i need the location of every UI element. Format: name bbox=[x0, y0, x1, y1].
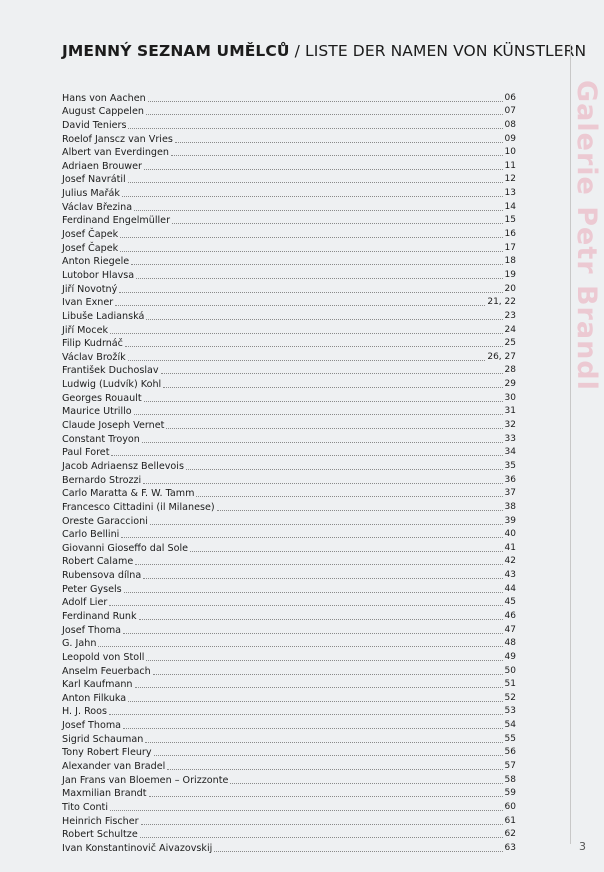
artist-name: Karl Kaufmann bbox=[62, 679, 133, 691]
list-item bbox=[62, 690, 516, 704]
dot-leader bbox=[110, 333, 503, 334]
page-ref: 62 bbox=[504, 829, 516, 840]
list-item bbox=[62, 445, 516, 459]
list-item bbox=[62, 499, 516, 513]
page-ref: 29 bbox=[504, 379, 516, 390]
list-item bbox=[62, 799, 516, 813]
dot-leader bbox=[217, 510, 503, 511]
dot-leader bbox=[111, 455, 502, 456]
list-item bbox=[62, 745, 516, 759]
dot-leader bbox=[161, 373, 503, 374]
list-item bbox=[62, 527, 516, 541]
page-ref: 14 bbox=[504, 201, 516, 212]
list-item bbox=[62, 240, 516, 254]
dot-leader bbox=[149, 796, 503, 797]
page-ref: 31 bbox=[504, 406, 516, 417]
artist-name: Rubensova dílna bbox=[62, 570, 142, 582]
artist-name: Paul Foret bbox=[62, 447, 110, 459]
dot-leader bbox=[128, 360, 486, 361]
artist-name: Claude Joseph Vernet bbox=[62, 420, 165, 432]
dot-leader bbox=[123, 728, 502, 729]
page-ref: 35 bbox=[504, 460, 516, 471]
artist-name: Václav Brožík bbox=[62, 351, 126, 363]
artist-name: Alexander van Bradel bbox=[62, 761, 166, 773]
dot-leader bbox=[144, 401, 503, 402]
artist-name: Josef Čapek bbox=[62, 229, 119, 241]
page-number: 3 bbox=[579, 840, 586, 853]
page-ref: 23 bbox=[504, 310, 516, 321]
dot-leader bbox=[124, 592, 503, 593]
list-item bbox=[62, 486, 516, 500]
artist-name: Bernardo Strozzi bbox=[62, 474, 142, 486]
dot-leader bbox=[131, 264, 502, 265]
page-ref: 26, 27 bbox=[487, 351, 516, 362]
artist-name: Adriaen Brouwer bbox=[62, 160, 142, 172]
dot-leader bbox=[154, 755, 503, 756]
list-item bbox=[62, 636, 516, 650]
list-item bbox=[62, 145, 516, 159]
artist-name: Ivan Konstantinovič Aivazovskij bbox=[62, 842, 213, 854]
list-item bbox=[62, 254, 516, 268]
list-item bbox=[62, 704, 516, 718]
dot-leader bbox=[139, 619, 503, 620]
artist-name: Anton Filkuka bbox=[62, 692, 127, 704]
dot-leader bbox=[128, 701, 502, 702]
page-ref: 41 bbox=[504, 542, 516, 553]
dot-leader bbox=[186, 469, 503, 470]
page-ref: 52 bbox=[504, 692, 516, 703]
artist-name: Hans von Aachen bbox=[62, 92, 146, 104]
list-item bbox=[62, 185, 516, 199]
page-ref: 60 bbox=[504, 801, 516, 812]
artist-name: Filip Kudrnáč bbox=[62, 338, 123, 350]
page-ref: 09 bbox=[504, 133, 516, 144]
dot-leader bbox=[120, 237, 502, 238]
dot-leader bbox=[144, 169, 503, 170]
list-item bbox=[62, 158, 516, 172]
artist-name: Josef Thoma bbox=[62, 624, 122, 636]
dot-leader bbox=[134, 210, 502, 211]
dot-leader bbox=[143, 483, 502, 484]
artist-name: Maxmilian Brandt bbox=[62, 788, 147, 800]
list-item bbox=[62, 281, 516, 295]
dot-leader bbox=[214, 851, 502, 852]
page-ref: 57 bbox=[504, 761, 516, 772]
list-item bbox=[62, 322, 516, 336]
page-ref: 20 bbox=[504, 283, 516, 294]
list-item bbox=[62, 649, 516, 663]
list-item bbox=[62, 758, 516, 772]
list-item bbox=[62, 404, 516, 418]
list-item bbox=[62, 472, 516, 486]
artist-name: Ferdinand Runk bbox=[62, 610, 137, 622]
list-item bbox=[62, 431, 516, 445]
page-ref: 12 bbox=[504, 174, 516, 185]
dot-leader bbox=[140, 837, 503, 838]
list-item bbox=[62, 267, 516, 281]
artist-name: H. J. Roos bbox=[62, 706, 108, 718]
artist-name: Josef Čapek bbox=[62, 242, 119, 254]
artist-name: Libuše Ladianská bbox=[62, 310, 145, 322]
list-item bbox=[62, 581, 516, 595]
page-ref: 46 bbox=[504, 610, 516, 621]
page-ref: 24 bbox=[504, 324, 516, 335]
list-item bbox=[62, 308, 516, 322]
dot-leader bbox=[163, 387, 502, 388]
list-item bbox=[62, 567, 516, 581]
artist-name: Jiří Mocek bbox=[62, 324, 109, 336]
artist-name: Carlo Maratta & F. W. Tamm bbox=[62, 488, 195, 500]
page-ref: 19 bbox=[504, 269, 516, 280]
dot-leader bbox=[230, 783, 502, 784]
dot-leader bbox=[119, 292, 502, 293]
page-ref: 40 bbox=[504, 529, 516, 540]
dot-leader bbox=[150, 524, 503, 525]
dot-leader bbox=[109, 605, 502, 606]
dot-leader bbox=[115, 305, 485, 306]
list-item bbox=[62, 131, 516, 145]
dot-leader bbox=[136, 278, 502, 279]
page-ref: 45 bbox=[504, 597, 516, 608]
artist-name: Josef Thoma bbox=[62, 720, 122, 732]
artist-name: Jacob Adriaensz Bellevois bbox=[62, 460, 184, 472]
dot-leader bbox=[125, 346, 503, 347]
artist-name: Ludwig (Ludvík) Kohl bbox=[62, 379, 162, 391]
list-item bbox=[62, 608, 516, 622]
list-item bbox=[62, 554, 516, 568]
page-ref: 63 bbox=[504, 842, 516, 853]
dot-leader bbox=[135, 687, 503, 688]
artist-name: Albert van Everdingen bbox=[62, 147, 169, 159]
artist-index-list bbox=[62, 90, 516, 854]
dot-leader bbox=[142, 442, 503, 443]
dot-leader bbox=[109, 714, 503, 715]
dot-leader bbox=[110, 810, 503, 811]
list-item bbox=[62, 363, 516, 377]
list-item bbox=[62, 226, 516, 240]
page-ref: 18 bbox=[504, 256, 516, 267]
artist-name: Lutobor Hlavsa bbox=[62, 269, 135, 281]
page-ref: 42 bbox=[504, 556, 516, 567]
page-ref: 54 bbox=[504, 720, 516, 731]
artist-name: Václav Březina bbox=[62, 201, 133, 213]
list-item bbox=[62, 513, 516, 527]
artist-name: Anselm Feuerbach bbox=[62, 665, 151, 677]
artist-name: Giovanni Gioseffo dal Sole bbox=[62, 542, 189, 554]
page-ref: 59 bbox=[504, 788, 516, 799]
page-ref: 10 bbox=[504, 147, 516, 158]
dot-leader bbox=[128, 128, 502, 129]
page-ref: 37 bbox=[504, 488, 516, 499]
artist-name: Roelof Janscz van Vries bbox=[62, 133, 173, 145]
page-ref: 13 bbox=[504, 188, 516, 199]
dot-leader bbox=[135, 564, 502, 565]
artist-name: Sigrid Schauman bbox=[62, 733, 144, 745]
dot-leader bbox=[171, 155, 503, 156]
page-ref: 50 bbox=[504, 665, 516, 676]
artist-name: Francesco Cittadini (il Milanese) bbox=[62, 501, 215, 513]
page-ref: 32 bbox=[504, 420, 516, 431]
page-ref: 51 bbox=[504, 679, 516, 690]
page-ref: 28 bbox=[504, 365, 516, 376]
list-item bbox=[62, 786, 516, 800]
list-item bbox=[62, 376, 516, 390]
page-ref: 48 bbox=[504, 638, 516, 649]
list-item bbox=[62, 417, 516, 431]
dot-leader bbox=[175, 142, 503, 143]
artist-name: Jan Frans van Bloemen – Orizzonte bbox=[62, 774, 229, 786]
page-ref: 43 bbox=[504, 570, 516, 581]
artist-name: Maurice Utrillo bbox=[62, 406, 132, 418]
list-item bbox=[62, 663, 516, 677]
page-ref: 56 bbox=[504, 747, 516, 758]
page-ref: 16 bbox=[504, 229, 516, 240]
list-item bbox=[62, 840, 516, 854]
page-ref: 44 bbox=[504, 583, 516, 594]
dot-leader bbox=[190, 551, 503, 552]
list-item bbox=[62, 213, 516, 227]
page-ref: 55 bbox=[504, 733, 516, 744]
page-ref: 15 bbox=[504, 215, 516, 226]
dot-leader bbox=[98, 646, 502, 647]
list-item bbox=[62, 677, 516, 691]
list-item bbox=[62, 90, 516, 104]
list-item bbox=[62, 295, 516, 309]
artist-name: Oreste Garaccioni bbox=[62, 515, 148, 527]
list-item bbox=[62, 349, 516, 363]
artist-name: Adolf Lier bbox=[62, 597, 108, 609]
list-item bbox=[62, 540, 516, 554]
list-item bbox=[62, 622, 516, 636]
artist-name: Jiří Novotný bbox=[62, 283, 118, 295]
dot-leader bbox=[153, 674, 503, 675]
dot-leader bbox=[146, 114, 503, 115]
artist-name: Heinrich Fischer bbox=[62, 815, 139, 827]
list-item bbox=[62, 772, 516, 786]
dot-leader bbox=[122, 196, 503, 197]
page-ref: 08 bbox=[504, 119, 516, 130]
list-item bbox=[62, 731, 516, 745]
page-ref: 07 bbox=[504, 106, 516, 117]
page-ref: 58 bbox=[504, 774, 516, 785]
list-item bbox=[62, 104, 516, 118]
page-ref: 33 bbox=[504, 433, 516, 444]
list-item bbox=[62, 390, 516, 404]
artist-name: August Cappelen bbox=[62, 106, 144, 118]
dot-leader bbox=[121, 537, 502, 538]
page-ref: 49 bbox=[504, 651, 516, 662]
artist-name: G. Jahn bbox=[62, 638, 97, 650]
title-czech: JMENNÝ SEZNAM UMĚLCŮ bbox=[62, 42, 290, 60]
page-ref: 36 bbox=[504, 474, 516, 485]
page-ref: 30 bbox=[504, 392, 516, 403]
artist-name: Robert Schultze bbox=[62, 829, 138, 841]
dot-leader bbox=[166, 428, 502, 429]
list-item bbox=[62, 458, 516, 472]
watermark-text: Galerie Petr Brandl bbox=[571, 80, 602, 391]
artist-name: David Teniers bbox=[62, 119, 127, 131]
gallery-watermark bbox=[571, 80, 604, 520]
dot-leader bbox=[123, 633, 502, 634]
list-item bbox=[62, 336, 516, 350]
artist-name: Tony Robert Fleury bbox=[62, 747, 152, 759]
dot-leader bbox=[172, 223, 503, 224]
list-item bbox=[62, 172, 516, 186]
dot-leader bbox=[143, 578, 502, 579]
page-ref: 53 bbox=[504, 706, 516, 717]
dot-leader bbox=[120, 251, 502, 252]
list-item bbox=[62, 199, 516, 213]
artist-name: Peter Gysels bbox=[62, 583, 122, 595]
page-ref: 38 bbox=[504, 501, 516, 512]
page-ref: 06 bbox=[504, 92, 516, 103]
list-item bbox=[62, 717, 516, 731]
dot-leader bbox=[141, 824, 503, 825]
list-item bbox=[62, 117, 516, 131]
dot-leader bbox=[134, 414, 503, 415]
artist-name: Robert Calame bbox=[62, 556, 134, 568]
artist-name: Josef Navrátil bbox=[62, 174, 126, 186]
page-title bbox=[62, 42, 587, 60]
title-separator: / bbox=[289, 42, 305, 60]
artist-name: Ivan Exner bbox=[62, 297, 114, 309]
list-item bbox=[62, 813, 516, 827]
artist-name: Georges Rouault bbox=[62, 392, 142, 404]
artist-name: František Duchoslav bbox=[62, 365, 159, 377]
artist-name: Anton Riegele bbox=[62, 256, 130, 268]
artist-name: Tito Conti bbox=[62, 801, 108, 813]
dot-leader bbox=[145, 742, 502, 743]
page-ref: 39 bbox=[504, 515, 516, 526]
artist-name: Ferdinand Engelmüller bbox=[62, 215, 171, 227]
dot-leader bbox=[146, 319, 502, 320]
page-ref: 17 bbox=[504, 242, 516, 253]
dot-leader bbox=[146, 660, 502, 661]
dot-leader bbox=[196, 496, 502, 497]
artist-name: Leopold von Stoll bbox=[62, 651, 145, 663]
page-ref: 61 bbox=[504, 815, 516, 826]
dot-leader bbox=[167, 769, 502, 770]
title-german: LISTE DER NAMEN VON KÜNSTLERN bbox=[304, 42, 587, 60]
page-ref: 47 bbox=[504, 624, 516, 635]
dot-leader bbox=[128, 182, 503, 183]
page-ref: 34 bbox=[504, 447, 516, 458]
page-ref: 21, 22 bbox=[487, 297, 516, 308]
dot-leader bbox=[148, 101, 503, 102]
artist-name: Carlo Bellini bbox=[62, 529, 120, 541]
page-ref: 11 bbox=[504, 160, 516, 171]
artist-name: Constant Troyon bbox=[62, 433, 140, 445]
page-ref: 25 bbox=[504, 338, 516, 349]
list-item bbox=[62, 827, 516, 841]
list-item bbox=[62, 595, 516, 609]
artist-name: Julius Mařák bbox=[62, 188, 120, 200]
